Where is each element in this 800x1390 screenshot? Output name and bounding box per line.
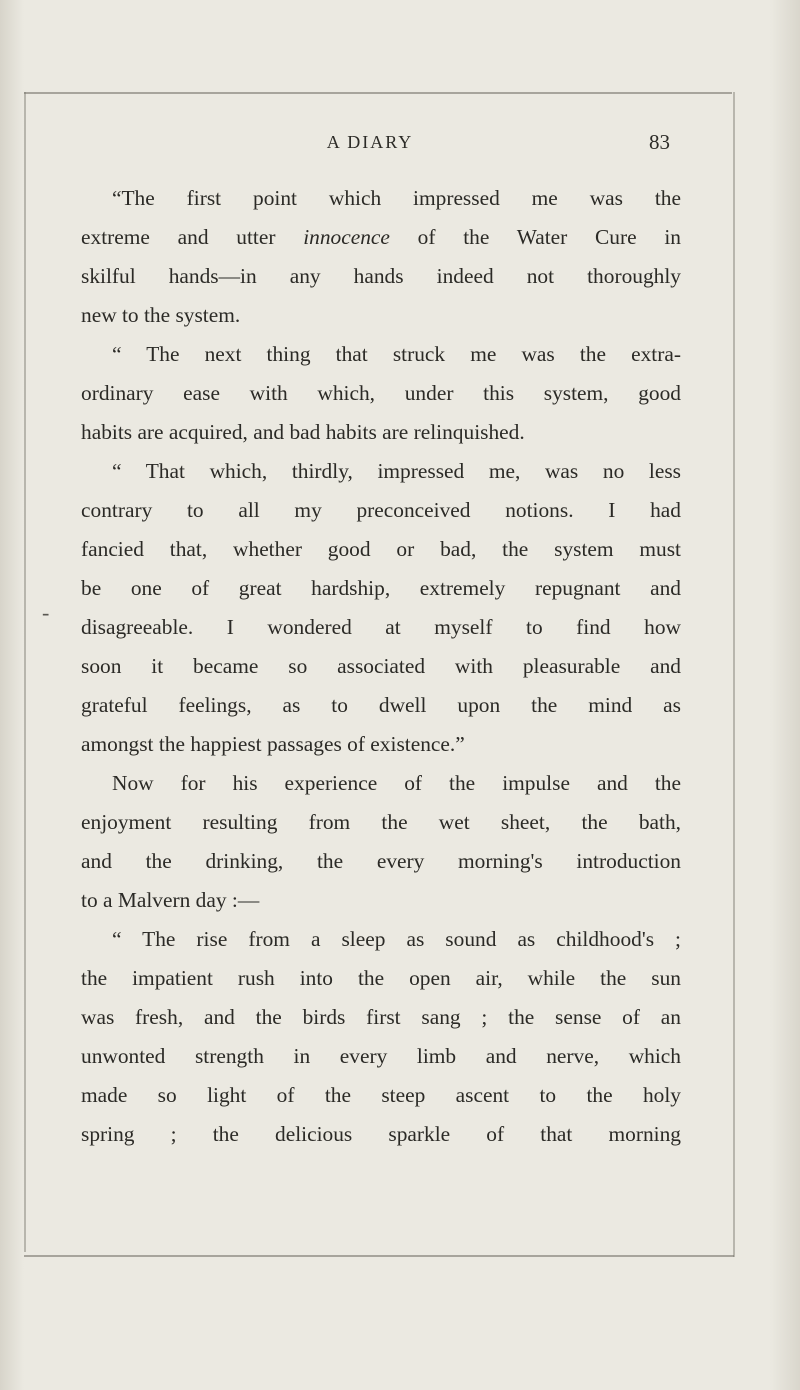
- text-line: unwonted strength in every limb and nerve, which: [81, 1044, 681, 1068]
- border-rule-bottom: [24, 1255, 734, 1257]
- margin-tick-mark: -: [42, 600, 50, 625]
- border-rule-top: [24, 92, 732, 94]
- text-line: Now for his experience of the impulse and the: [112, 771, 681, 795]
- text-line: the impatient rush into the open air, while the sun: [81, 966, 681, 990]
- border-rule-right: [733, 92, 735, 1257]
- page-number: 83: [649, 130, 670, 154]
- text-line: “ The next thing that struck me was the extra-: [112, 342, 681, 366]
- text-line: and the drinking, the every morning's introduction: [81, 849, 681, 873]
- text-line: habits are acquired, and bad habits are relinquished.: [81, 420, 525, 444]
- text-line: disagreeable. I wondered at myself to find how: [81, 615, 681, 639]
- text-line: enjoyment resulting from the wet sheet, the bath,: [81, 810, 681, 834]
- text-line: grateful feelings, as to dwell upon the mind as: [81, 693, 681, 717]
- running-title: A DIARY: [326, 132, 414, 152]
- italic-word: innocence: [303, 225, 390, 249]
- text-line: amongst the happiest passages of existence.”: [81, 732, 465, 756]
- text-line: [81, 218, 681, 257]
- text-line: fancied that, whether good or bad, the system must: [81, 537, 681, 561]
- text-line: to a Malvern day :—: [81, 888, 260, 912]
- text-line: was fresh, and the birds first sang ; the sense of an: [81, 1005, 681, 1029]
- text-line: soon it became so associated with pleasurable and: [81, 654, 681, 678]
- text-line: new to the system.: [81, 303, 241, 327]
- text-line: “ That which, thirdly, impressed me, was no less: [112, 459, 681, 483]
- body-text: [81, 179, 681, 1154]
- text-line: made so light of the steep ascent to the holy: [81, 1083, 681, 1107]
- text-line: be one of great hardship, extremely repugnant and: [81, 576, 681, 600]
- border-rule-left: [24, 92, 26, 1252]
- text-line: skilful hands—in any hands indeed not thoroughly: [81, 264, 681, 288]
- page-edge-shadow: [770, 0, 800, 1390]
- page-gutter-shadow: [0, 0, 24, 1390]
- text-line: ordinary ease with which, under this system, good: [81, 381, 681, 405]
- text-segment: of the Water Cure in: [389, 225, 681, 249]
- text-line: spring ; the delicious sparkle of that morning: [81, 1122, 681, 1146]
- text-segment: extreme and utter: [81, 225, 304, 249]
- text-line: “ The rise from a sleep as sound as childhood's ;: [112, 927, 681, 951]
- text-line: “The first point which impressed me was the: [112, 186, 681, 210]
- text-line: contrary to all my preconceived notions. I had: [81, 498, 681, 522]
- running-head: [80, 127, 670, 157]
